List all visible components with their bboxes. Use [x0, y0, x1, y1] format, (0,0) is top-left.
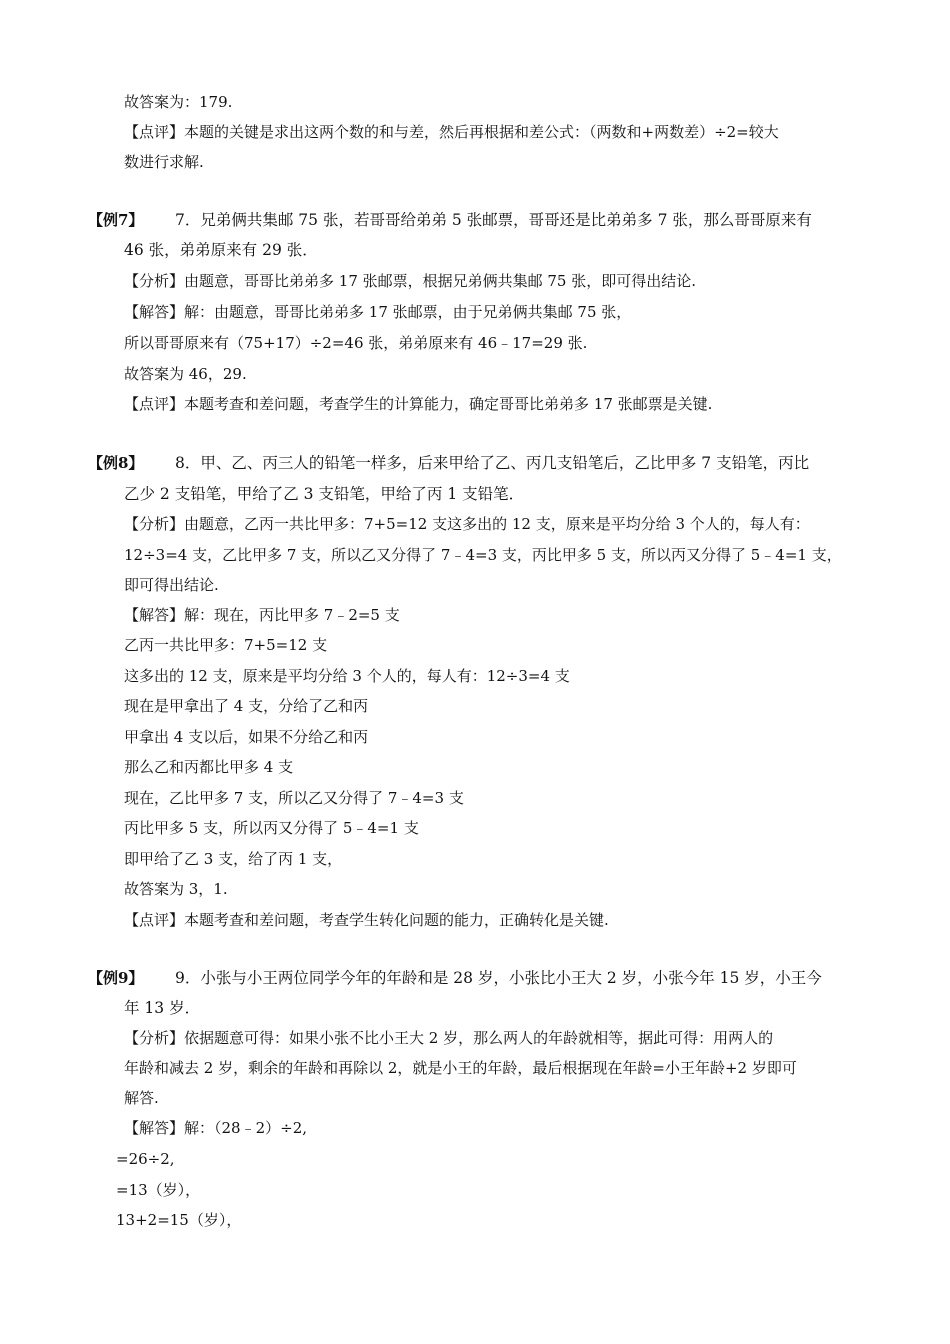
example-9-solution-line-4: 13+2=15（岁），: [116, 1211, 242, 1229]
example-9-solution-line-2: =26÷2,: [116, 1150, 175, 1168]
example-9-solution-line-3: =13（岁），: [116, 1181, 201, 1199]
example-8-solution-line-3: 这多出的 12 支，原来是平均分给 3 个人的，每人有：12÷3=4 支: [124, 667, 570, 685]
example-9-label: 【例9】: [88, 969, 144, 987]
example-8-answer: 故答案为 3，1.: [124, 880, 228, 898]
example-9-analysis-line-1: 【分析】依据题意可得：如果小张不比小王大 2 岁，那么两人的年龄就相等，据此可得：用两人的: [124, 1029, 774, 1047]
example-8-solution-line-7: 现在，乙比甲多 7 支，所以乙又分得了 7﹣4=3 支: [124, 789, 464, 807]
prev-comment-line-2: 数进行求解.: [124, 153, 204, 171]
example-8-comment: 【点评】本题考查和差问题，考查学生转化问题的能力，正确转化是关键.: [124, 911, 609, 929]
example-8-solution-line-6: 那么乙和丙都比甲多 4 支: [124, 758, 294, 776]
example-9-question-line-1: 9．小张与小王两位同学今年的年龄和是 28 岁，小张比小王大 2 岁，小张今年 15 岁，小王今: [175, 969, 822, 987]
prev-answer: 故答案为：179.: [124, 93, 233, 111]
example-8-question-line-1: 8．甲、乙、丙三人的铅笔一样多，后来甲给了乙、丙几支铅笔后，乙比甲多 7 支铅笔，丙比: [175, 454, 810, 472]
example-7-analysis: 【分析】由题意，哥哥比弟弟多 17 张邮票，根据兄弟俩共集邮 75 张，即可得出结论.: [124, 272, 697, 290]
example-9-solution-line-1: 【解答】解：（28﹣2）÷2,: [124, 1119, 308, 1137]
example-8-solution-line-9: 即甲给了乙 3 支，给了丙 1 支，: [124, 850, 343, 868]
example-7-answer: 故答案为 46，29.: [124, 365, 247, 383]
example-9-analysis-line-3: 解答.: [124, 1089, 159, 1107]
example-7-comment: 【点评】本题考查和差问题，考查学生的计算能力，确定哥哥比弟弟多 17 张邮票是关键.: [124, 395, 713, 413]
example-8-analysis-line-3: 即可得出结论.: [124, 576, 219, 594]
example-7-solution-line-2: 所以哥哥原来有（75+17）÷2=46 张，弟弟原来有 46﹣17=29 张.: [124, 334, 588, 352]
prev-comment-line-1: 【点评】本题的关键是求出这两个数的和与差，然后再根据和差公式：（两数和+两数差）÷2=较大: [124, 123, 779, 141]
example-8-solution-line-5: 甲拿出 4 支以后，如果不分给乙和丙: [124, 728, 369, 746]
example-8-label: 【例8】: [88, 454, 144, 472]
example-9-analysis-line-2: 年龄和减去 2 岁，剩余的年龄和再除以 2，就是小王的年龄，最后根据现在年龄=小王年龄+2 岁即可: [124, 1059, 797, 1077]
example-7-solution-line-1: 【解答】解：由题意，哥哥比弟弟多 17 张邮票，由于兄弟俩共集邮 75 张，: [124, 303, 632, 321]
example-8-analysis-line-2: 12÷3=4 支，乙比甲多 7 支，所以乙又分得了 7﹣4=3 支，丙比甲多 5 支，所以丙又分得了 5﹣4=1 支，: [124, 546, 842, 564]
example-9-question-line-2: 年 13 岁．: [124, 999, 201, 1017]
example-8-question-line-2: 乙少 2 支铅笔，甲给了乙 3 支铅笔，甲给了丙 1 支铅笔．: [124, 485, 525, 503]
example-7-label: 【例7】: [88, 211, 144, 229]
example-7-question-line-1: 7．兄弟俩共集邮 75 张，若哥哥给弟弟 5 张邮票，哥哥还是比弟弟多 7 张，那么哥哥原来有: [175, 211, 812, 229]
example-8-solution-line-4: 现在是甲拿出了 4 支，分给了乙和丙: [124, 697, 369, 715]
example-8-solution-line-2: 乙丙一共比甲多：7+5=12 支: [124, 636, 328, 654]
example-7-question-line-2: 46 张，弟弟原来有 29 张．: [124, 241, 318, 259]
example-8-solution-line-1: 【解答】解：现在，丙比甲多 7﹣2=5 支: [124, 606, 400, 624]
example-8-analysis-line-1: 【分析】由题意，乙丙一共比甲多：7+5=12 支这多出的 12 支，原来是平均分给 3 个人的，每人有：: [124, 515, 810, 533]
example-8-solution-line-8: 丙比甲多 5 支，所以丙又分得了 5﹣4=1 支: [124, 819, 419, 837]
